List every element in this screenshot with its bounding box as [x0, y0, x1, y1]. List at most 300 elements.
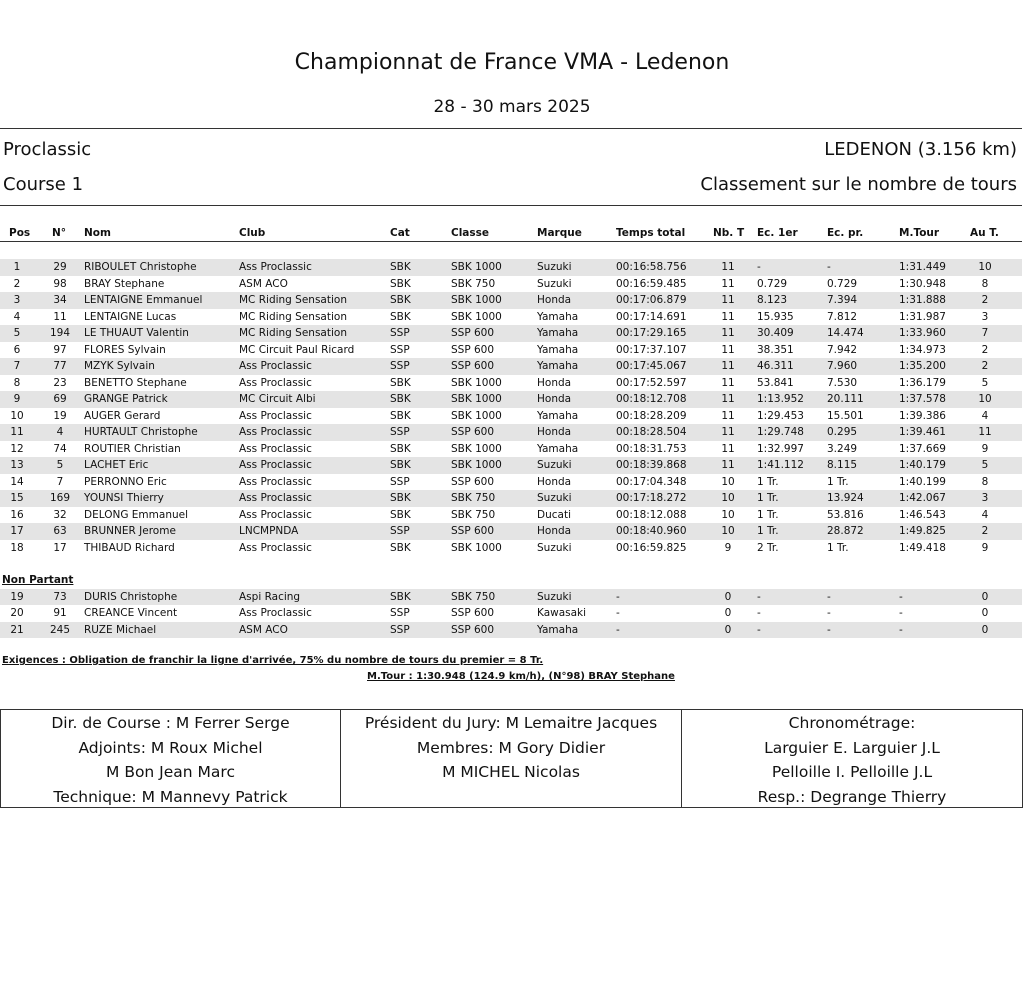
cell-gap1: 1:29.453 [757, 409, 804, 422]
cell-at: 2 [981, 360, 989, 372]
column-header-club: Club [239, 227, 266, 239]
cell-name: MZYK Sylvain [84, 360, 155, 372]
cell-gapprev: 20.111 [827, 393, 864, 405]
cell-num: 5 [56, 459, 64, 471]
cell-at: 4 [981, 508, 989, 521]
column-header-pos: Pos [9, 227, 31, 239]
official-line: Technique: M Mannevy Patrick [53, 787, 288, 806]
cell-cat: SSP [390, 525, 410, 537]
cell-club: MC Riding Sensation [239, 294, 347, 306]
cell-marque: Honda [537, 294, 572, 306]
cell-num: 245 [49, 623, 71, 636]
cell-gap1: 53.841 [757, 376, 794, 389]
cell-marque: Suzuki [537, 541, 572, 554]
cell-total: - [616, 590, 620, 603]
cell-at: 9 [981, 541, 989, 554]
cell-gap1: 0.729 [757, 277, 788, 290]
race-label: Course 1 [3, 174, 84, 195]
cell-at: 2 [981, 525, 989, 537]
cell-at: 10 [978, 393, 992, 405]
cell-best: - [899, 607, 903, 619]
officials-box [0, 709, 1023, 808]
cell-total: 00:17:04.348 [616, 475, 687, 488]
cell-club: Ass Proclassic [239, 261, 312, 273]
cell-gap1: 1:32.997 [757, 442, 804, 455]
table-row [0, 292, 1022, 309]
column-header-total: Temps total [616, 227, 686, 239]
cell-laps: 10 [721, 525, 735, 537]
table-row [0, 523, 1022, 540]
cell-at: 0 [981, 607, 989, 619]
cell-classe: SBK 1000 [451, 409, 502, 422]
timekeeping-column [681, 710, 1022, 807]
cell-gap1: 1:13.952 [757, 393, 804, 405]
table-row [0, 605, 1022, 622]
cell-total: 00:17:29.165 [616, 327, 687, 339]
cell-gapprev: - [827, 607, 831, 619]
cell-classe: SBK 750 [451, 508, 496, 521]
cell-total: 00:17:45.067 [616, 360, 687, 372]
cell-best: 1:40.179 [899, 459, 946, 471]
cell-num: 91 [53, 607, 67, 619]
cell-pos: 19 [10, 590, 24, 603]
cell-total: 00:18:28.504 [616, 426, 687, 438]
cell-pos: 15 [10, 492, 24, 504]
cell-name: RUZE Michael [84, 623, 157, 636]
cell-club: Ass Proclassic [239, 442, 312, 455]
cell-num: 34 [53, 294, 67, 306]
cell-club: Ass Proclassic [239, 376, 312, 389]
cell-num: 19 [53, 409, 67, 422]
cell-gap1: 30.409 [757, 327, 794, 339]
cell-marque: Yamaha [537, 623, 579, 636]
separator-line [0, 205, 1022, 206]
cell-name: LENTAIGNE Lucas [84, 310, 177, 323]
cell-gapprev: 1 Tr. [827, 541, 849, 554]
cell-gapprev: 0.729 [827, 277, 858, 290]
cell-cat: SSP [390, 623, 410, 636]
cell-gap1: 2 Tr. [757, 541, 779, 554]
cell-pos: 14 [10, 475, 24, 488]
cell-cat: SSP [390, 360, 410, 372]
cell-best: - [899, 590, 903, 603]
cell-name: BENETTO Stephane [84, 376, 187, 389]
cell-marque: Suzuki [537, 261, 572, 273]
cell-cat: SBK [390, 376, 411, 389]
cell-laps: 10 [721, 492, 735, 504]
cell-classe: SBK 1000 [451, 459, 502, 471]
cell-name: HURTAULT Christophe [84, 426, 198, 438]
column-header-name: Nom [84, 227, 111, 239]
cell-at: 7 [981, 327, 989, 339]
cell-pos: 5 [13, 327, 21, 339]
cell-marque: Suzuki [537, 459, 572, 471]
cell-gap1: 1 Tr. [757, 475, 779, 488]
table-row [0, 441, 1022, 458]
cell-num: 4 [56, 426, 64, 438]
cell-best: 1:39.461 [899, 426, 946, 438]
column-header-cat: Cat [390, 227, 410, 239]
cell-name: BRAY Stephane [84, 277, 165, 290]
cell-best: 1:37.578 [899, 393, 946, 405]
cell-best: 1:46.543 [899, 508, 946, 521]
cell-num: 17 [53, 541, 67, 554]
column-header-laps: Nb. T [713, 227, 745, 239]
cell-classe: SSP 600 [451, 623, 495, 636]
cell-classe: SBK 1000 [451, 442, 502, 455]
cell-num: 11 [53, 310, 67, 323]
table-row [0, 391, 1022, 408]
cell-cat: SBK [390, 508, 411, 521]
cell-classe: SBK 1000 [451, 541, 502, 554]
cell-total: 00:17:06.879 [616, 294, 687, 306]
cell-cat: SBK [390, 442, 411, 455]
cell-club: Ass Proclassic [239, 409, 312, 422]
cell-cat: SSP [390, 327, 410, 339]
cell-num: 97 [53, 343, 67, 356]
cell-cat: SBK [390, 310, 411, 323]
table-row [0, 259, 1022, 276]
cell-gap1: 1 Tr. [757, 492, 779, 504]
cell-name: PERRONNO Eric [84, 475, 167, 488]
results-table [0, 259, 1022, 638]
cell-club: Ass Proclassic [239, 607, 312, 619]
official-line: Président du Jury: M Lemaitre Jacques [364, 714, 658, 732]
cell-best: 1:36.179 [899, 376, 946, 389]
cell-laps: 0 [724, 590, 732, 603]
official-line: Resp.: Degrange Thierry [757, 787, 947, 806]
cell-laps: 11 [721, 343, 735, 356]
cell-pos: 1 [13, 261, 21, 273]
cell-cat: SBK [390, 261, 411, 273]
cell-gapprev: - [827, 261, 831, 273]
cell-club: Ass Proclassic [239, 360, 312, 372]
cell-num: 74 [53, 442, 67, 455]
cell-gap1: 38.351 [757, 343, 794, 356]
column-header-gapprev: Ec. pr. [827, 227, 864, 239]
cell-laps: 11 [721, 277, 735, 290]
column-header-marque: Marque [537, 227, 582, 239]
separator-line [0, 128, 1022, 129]
cell-name: YOUNSI Thierry [84, 492, 164, 504]
cell-name: GRANGE Patrick [84, 393, 168, 405]
cell-gapprev: 7.960 [827, 360, 858, 372]
cell-gapprev: 28.872 [827, 525, 864, 537]
requirements-note: Exigences : Obligation de franchir la ligne d'arrivée, 75% du nombre de tours du premier = 8 Tr. [2, 655, 544, 666]
cell-cat: SSP [390, 607, 410, 619]
cell-total: 00:18:12.708 [616, 393, 687, 405]
cell-cat: SBK [390, 590, 411, 603]
event-title: Championnat de France VMA - Ledenon [294, 50, 730, 75]
cell-cat: SBK [390, 294, 411, 306]
cell-total: 00:16:58.756 [616, 261, 687, 273]
cell-classe: SSP 600 [451, 607, 495, 619]
table-row [0, 507, 1022, 524]
cell-gap1: 46.311 [757, 360, 794, 372]
cell-pos: 7 [13, 360, 21, 372]
cell-club: Ass Proclassic [239, 475, 312, 488]
cell-num: 32 [53, 508, 67, 521]
cell-laps: 11 [721, 426, 735, 438]
cell-marque: Yamaha [537, 343, 579, 356]
table-row [0, 490, 1022, 507]
cell-best: 1:31.888 [899, 294, 946, 306]
cell-best: 1:42.067 [899, 492, 946, 504]
cell-cat: SBK [390, 277, 411, 290]
cell-gapprev: - [827, 623, 831, 636]
column-header-classe: Classe [451, 227, 490, 239]
cell-marque: Yamaha [537, 442, 579, 455]
cell-club: MC Riding Sensation [239, 327, 347, 339]
cell-gap1: 1 Tr. [757, 508, 779, 521]
cell-num: 169 [49, 492, 71, 504]
cell-gapprev: 7.394 [827, 294, 858, 306]
cell-gapprev: 13.924 [827, 492, 864, 504]
cell-best: 1:35.200 [899, 360, 946, 372]
cell-classe: SSP 600 [451, 343, 495, 356]
cell-gap1: 15.935 [757, 310, 794, 323]
cell-num: 73 [53, 590, 67, 603]
cell-pos: 10 [10, 409, 24, 422]
cell-cat: SBK [390, 459, 411, 471]
track-label: LEDENON (3.156 km) [824, 139, 1017, 160]
cell-gap1: - [757, 590, 761, 603]
cell-gapprev: 7.530 [827, 376, 858, 389]
cell-marque: Yamaha [537, 409, 579, 422]
cell-total: 00:17:52.597 [616, 376, 687, 389]
cell-gapprev: 0.295 [827, 426, 858, 438]
cell-classe: SBK 750 [451, 492, 496, 504]
race-direction-column [1, 710, 340, 807]
cell-gapprev: 3.249 [827, 442, 858, 455]
cell-gap1: 1 Tr. [757, 525, 779, 537]
cell-marque: Honda [537, 426, 572, 438]
cell-num: 77 [53, 360, 67, 372]
cell-at: 10 [978, 261, 992, 273]
cell-name: CREANCE Vincent [84, 607, 178, 619]
cell-name: THIBAUD Richard [84, 541, 175, 554]
cell-name: LENTAIGNE Emmanuel [84, 294, 203, 306]
cell-gapprev: 14.474 [827, 327, 864, 339]
cell-laps: 11 [721, 409, 735, 422]
cell-pos: 17 [10, 525, 24, 537]
cell-total: 00:18:12.088 [616, 508, 687, 521]
cell-marque: Yamaha [537, 360, 579, 372]
best-lap-note: M.Tour : 1:30.948 (124.9 km/h), (N°98) BRAY Stephane [367, 671, 675, 682]
cell-classe: SBK 1000 [451, 261, 502, 273]
cell-pos: 11 [10, 426, 24, 438]
official-line: Membres: M Gory Didier [416, 738, 606, 757]
ranking-type-label: Classement sur le nombre de tours [700, 174, 1017, 195]
cell-best: 1:31.987 [899, 310, 946, 323]
cell-classe: SBK 1000 [451, 376, 502, 389]
cell-at: 0 [981, 590, 989, 603]
separator-line [0, 241, 1022, 242]
table-row [0, 622, 1022, 639]
cell-total: 00:18:40.960 [616, 525, 687, 537]
cell-classe: SSP 600 [451, 475, 495, 488]
cell-best: 1:49.825 [899, 525, 946, 537]
cell-laps: 11 [721, 261, 735, 273]
table-row [0, 358, 1022, 375]
cell-name: AUGER Gerard [84, 409, 161, 422]
cell-best: 1:37.669 [899, 442, 946, 455]
cell-pos: 8 [13, 376, 21, 389]
cell-cat: SBK [390, 492, 411, 504]
cell-classe: SBK 1000 [451, 294, 502, 306]
cell-laps: 11 [721, 393, 735, 405]
cell-marque: Kawasaki [537, 607, 587, 619]
cell-marque: Honda [537, 393, 572, 405]
cell-at: 3 [981, 310, 989, 323]
cell-at: 9 [981, 442, 989, 455]
cell-total: 00:16:59.825 [616, 541, 687, 554]
official-line: Chronométrage: [788, 714, 916, 732]
cell-num: 7 [56, 475, 64, 488]
cell-classe: SSP 600 [451, 525, 495, 537]
cell-total: 00:18:28.209 [616, 409, 687, 422]
cell-marque: Suzuki [537, 277, 572, 290]
cell-gap1: 1:41.112 [757, 459, 804, 471]
cell-name: FLORES Sylvain [84, 343, 166, 356]
cell-pos: 6 [13, 343, 21, 356]
cell-pos: 12 [10, 442, 24, 455]
cell-pos: 21 [10, 623, 24, 636]
table-spacer [0, 556, 1022, 572]
cell-best: 1:33.960 [899, 327, 946, 339]
cell-marque: Yamaha [537, 310, 579, 323]
column-header-at: Au T. [970, 227, 999, 239]
cell-club: MC Circuit Albi [239, 393, 316, 405]
cell-total: 00:18:31.753 [616, 442, 687, 455]
jury-column [340, 710, 681, 807]
cell-laps: 11 [721, 459, 735, 471]
cell-num: 29 [53, 261, 67, 273]
cell-pos: 9 [13, 393, 21, 405]
cell-laps: 11 [721, 327, 735, 339]
cell-club: Ass Proclassic [239, 459, 312, 471]
cell-club: Ass Proclassic [239, 508, 312, 521]
cell-at: 11 [978, 426, 992, 438]
cell-at: 3 [981, 492, 989, 504]
cell-at: 5 [981, 376, 989, 389]
cell-at: 2 [981, 343, 989, 356]
cell-classe: SBK 1000 [451, 310, 502, 323]
cell-at: 8 [981, 277, 989, 290]
cell-laps: 10 [721, 475, 735, 488]
official-line: Adjoints: M Roux Michel [78, 738, 263, 757]
cell-total: 00:17:37.107 [616, 343, 687, 356]
cell-gap1: 8.123 [757, 294, 788, 306]
cell-gap1: 1:29.748 [757, 426, 804, 438]
cell-gapprev: 1 Tr. [827, 475, 849, 488]
cell-cat: SBK [390, 541, 411, 554]
table-row [0, 276, 1022, 293]
cell-cat: SSP [390, 343, 410, 356]
cell-pos: 2 [13, 277, 21, 290]
table-row [0, 342, 1022, 359]
category-label: Proclassic [3, 139, 92, 160]
cell-best: - [899, 623, 903, 636]
cell-marque: Ducati [537, 508, 571, 521]
cell-laps: 9 [724, 541, 732, 554]
cell-name: LE THUAUT Valentin [84, 327, 189, 339]
cell-total: 00:18:39.868 [616, 459, 687, 471]
column-header-best: M.Tour [899, 227, 940, 239]
official-line: M MICHEL Nicolas [442, 763, 580, 781]
cell-gapprev: 7.812 [827, 310, 858, 323]
official-line: Dir. de Course : M Ferrer Serge [51, 714, 290, 732]
cell-classe: SBK 750 [451, 277, 496, 290]
cell-pos: 16 [10, 508, 24, 521]
cell-pos: 4 [13, 310, 21, 323]
cell-name: ROUTIER Christian [84, 442, 181, 455]
cell-at: 8 [981, 475, 989, 488]
table-row [0, 375, 1022, 392]
cell-gap1: - [757, 607, 761, 619]
cell-gapprev: 53.816 [827, 508, 864, 521]
cell-gap1: - [757, 261, 761, 273]
cell-laps: 11 [721, 310, 735, 323]
cell-marque: Honda [537, 475, 572, 488]
column-header-num: N° [52, 227, 67, 239]
table-row [0, 474, 1022, 491]
cell-cat: SBK [390, 393, 411, 405]
cell-at: 2 [981, 294, 989, 306]
cell-marque: Honda [537, 525, 572, 537]
cell-laps: 11 [721, 360, 735, 372]
table-row [0, 325, 1022, 342]
cell-total: - [616, 623, 620, 636]
cell-num: 194 [49, 327, 71, 339]
cell-club: ASM ACO [239, 277, 288, 290]
cell-cat: SSP [390, 426, 410, 438]
cell-name: DELONG Emmanuel [84, 508, 189, 521]
cell-classe: SSP 600 [451, 360, 495, 372]
event-dates: 28 - 30 mars 2025 [433, 97, 591, 117]
cell-marque: Yamaha [537, 327, 579, 339]
cell-marque: Honda [537, 376, 572, 389]
cell-pos: 13 [10, 459, 24, 471]
cell-at: 0 [981, 623, 989, 636]
cell-gap1: - [757, 623, 761, 636]
table-row [0, 457, 1022, 474]
cell-pos: 18 [10, 541, 24, 554]
cell-num: 63 [53, 525, 67, 537]
official-line: Larguier E. Larguier J.L [764, 738, 940, 757]
cell-best: 1:49.418 [899, 541, 946, 554]
cell-best: 1:40.199 [899, 475, 946, 488]
cell-marque: Suzuki [537, 492, 572, 504]
official-line: M Bon Jean Marc [106, 763, 235, 781]
cell-best: 1:34.973 [899, 343, 946, 356]
cell-name: RIBOULET Christophe [84, 261, 197, 273]
cell-classe: SBK 1000 [451, 393, 502, 405]
cell-best: 1:39.386 [899, 409, 946, 422]
cell-best: 1:31.449 [899, 261, 946, 273]
cell-gapprev: 7.942 [827, 343, 858, 356]
cell-name: LACHET Eric [84, 459, 149, 471]
cell-gapprev: - [827, 590, 831, 603]
cell-classe: SSP 600 [451, 426, 495, 438]
cell-pos: 3 [13, 294, 21, 306]
cell-num: 98 [53, 277, 67, 290]
cell-classe: SSP 600 [451, 327, 495, 339]
cell-marque: Suzuki [537, 590, 572, 603]
table-row [0, 589, 1022, 606]
official-line: Pelloille I. Pelloille J.L [771, 763, 933, 781]
cell-name: DURIS Christophe [84, 590, 178, 603]
